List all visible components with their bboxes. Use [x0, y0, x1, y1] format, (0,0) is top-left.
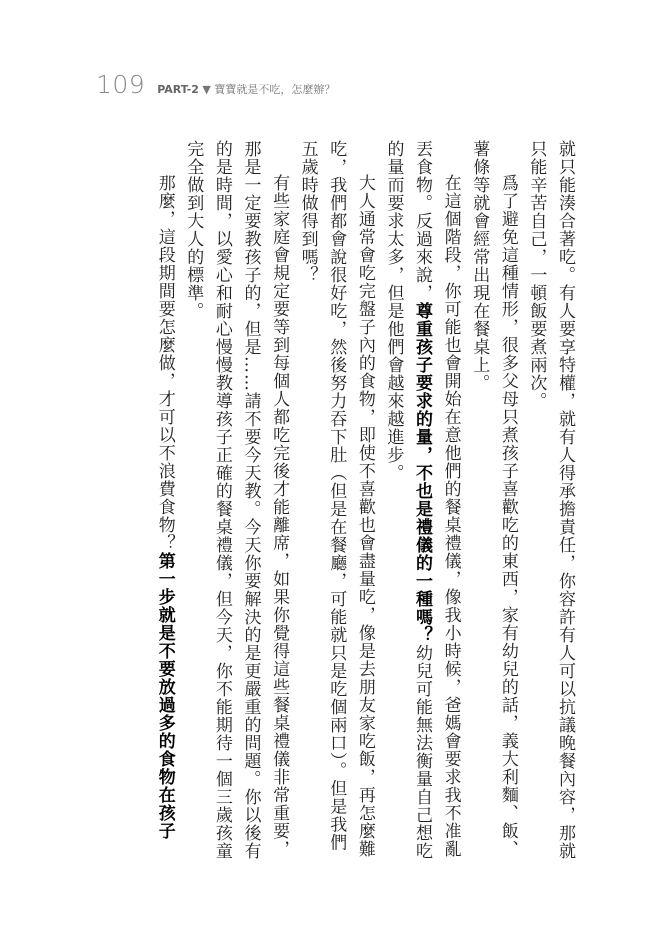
text-segment: 在這個階段，你可能也會開始在意他們的餐桌禮儀，像我小時候，爸媽會要求我不准亂丟食物。反過來說，	[412, 140, 461, 858]
text-segment: 幼兒可能無法衡量自己想吃的量而要求太多，但是他們會越來越進步。	[383, 140, 433, 860]
paragraph	[465, 140, 522, 860]
paragraph	[522, 140, 579, 860]
paragraph	[179, 140, 293, 860]
body-text	[150, 140, 579, 860]
emphasis-text: 第一步就是不要放過多的食物在孩子	[154, 552, 175, 840]
paragraph	[293, 140, 379, 860]
chapter-header	[157, 81, 335, 97]
paragraph	[379, 140, 465, 860]
part-label: PART-2	[157, 83, 199, 96]
chapter-title: 寶寶就是不吃，怎麼辦？	[214, 83, 336, 96]
separator-icon: ▼	[202, 83, 211, 96]
emphasis-text: 尊重孩子要求的量，不也是禮儀的一種嗎？	[412, 302, 433, 644]
page-number: 109	[96, 70, 146, 99]
running-header	[96, 70, 335, 99]
text-segment: 就只能湊合著吃。有人要享特權，就有人得承擔責任，你容許有人可以抗議晚餐內容，那就只能辛苦自己，一頓飯要煮兩次。	[526, 140, 575, 860]
text-segment: 爲了避免這種情形，很多父母只煮孩子喜歡吃的東西，家有幼兒的話，義大利麵、飯、薯條等就會經常出現在餐桌上。	[469, 140, 518, 858]
text-segment: 有些家庭會規定要等到每個人都吃完後才能離席，如果你覺得這些餐桌禮儀非常重要，那是一定要教孩子的，但是……請不要今天教。今天你要解決的是更嚴重的問題。你以後有的是時間，以愛心和耐心慢慢教導孩子正確的餐桌禮儀，但今天，你不能期待一個三歲孩童完全做到大人的標準。	[183, 140, 290, 860]
text-segment: 那麼，這段期間要怎麼做，才可以不浪費食物？	[154, 174, 175, 552]
paragraph	[150, 140, 179, 860]
text-segment: 大人通常會吃完盤子內的食物，即使不喜歡也會盡量吃，像是去朋友家吃飯，再怎麼難吃，我們都會說很好吃，然後努力吞下肚（但是在餐廳，可能就只是吃個兩口）。但是我們五歲時做得到嗎？	[297, 140, 375, 858]
